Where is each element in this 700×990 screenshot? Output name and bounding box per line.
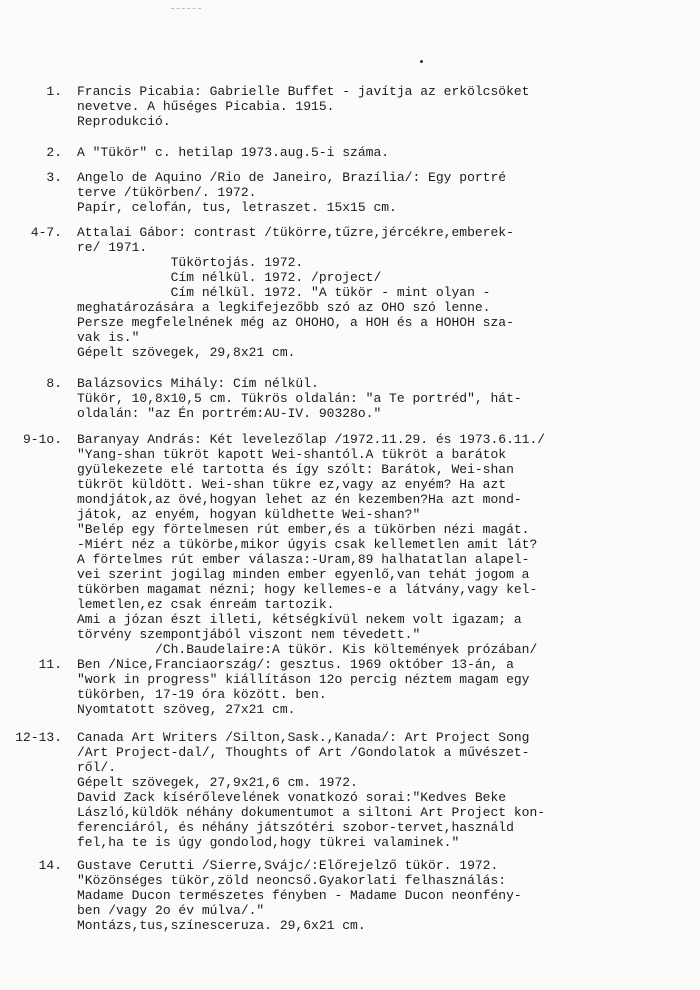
entry-line: Tükör, 10,8x10,5 cm. Tükrös oldalán: "a Te portréd", hát- xyxy=(77,391,522,406)
entry-line: David Zack kísérőlevelének vonatkozó sorai:"Kedves Beke xyxy=(77,790,507,805)
entry-line: Angelo de Aquino /Rio de Janeiro, Brazília/: Egy portré xyxy=(77,170,507,185)
entry-line: "Belép egy förtelmesen rút ember,és a tükörben nézi magát. xyxy=(77,522,530,537)
entry-line: Reprodukció. xyxy=(77,114,171,129)
entry-line: Madame Ducon természetes fényben - Madame Ducon neonfény- xyxy=(77,888,522,903)
entry-line: Persze megfelelnének még az OHOHO, a HOH és a HOHOH sza- xyxy=(77,315,514,330)
entry-number: 9-1o. xyxy=(22,432,62,447)
entry-line: mondjátok,az övé,hogyan lehet az én kezemben?Ha azt mond- xyxy=(77,492,522,507)
entry-number: 14. xyxy=(38,858,62,873)
entry-line: vei szerint jogilag minden ember egyenlő,van tehát jogom a xyxy=(77,567,530,582)
entry-line: /Art Project-dal/, Thoughts of Art /Gondolatok a művészet- xyxy=(77,745,530,760)
entry-line: tükörben magamat nézni; hogy kellemes-e a látvány,vagy kel- xyxy=(77,582,538,597)
entry-line: A förtelmes rút ember válasza:-Uram,89 halhatatlan alapel- xyxy=(77,552,530,567)
entry-text xyxy=(77,657,687,717)
entry-text xyxy=(77,225,687,360)
entry-text xyxy=(77,170,687,215)
entry-line: vak is." xyxy=(77,330,140,345)
entry-line: fel,ha te is úgy gondolod,hogy tükrei valaminek." xyxy=(77,835,460,850)
entry-line: tükröt küldött. Wei-shan tükre ez,vagy az enyém? Ha azt xyxy=(77,477,507,492)
entry-line: "Yang-shan tükröt kapott Wei-shantól.A tükröt a barátok xyxy=(77,447,507,462)
entry-number: 12-13. xyxy=(15,730,62,745)
entry-number: 8. xyxy=(46,376,62,391)
entry-line: Francis Picabia: Gabrielle Buffet - javítja az erkölcsöket xyxy=(77,84,530,99)
entry-line: ről/. xyxy=(77,760,117,775)
entry-line: -Miért néz a tükörbe,mikor úgyis csak kellemetlen amit lát? xyxy=(77,537,538,552)
entry-number: 1. xyxy=(46,84,62,99)
entry-line: lemetlen,ez csak énreám tartozik. xyxy=(77,597,335,612)
entry-line: Cím nélkül. 1972. /project/ xyxy=(77,270,382,285)
entry-line: Ben /Nice,Franciaország/: gesztus. 1969 október 13-án, a xyxy=(77,657,514,672)
entry-text xyxy=(77,376,687,421)
entry-line: Canada Art Writers /Silton,Sask.,Kanada/: Art Project Song xyxy=(77,730,530,745)
entry-number: 3. xyxy=(46,170,62,185)
entry-line: oldalán: "az Én portrém:AU-IV. 90328o." xyxy=(77,406,382,421)
entry-number: 4-7. xyxy=(30,225,62,240)
entry-line: Ami a józan észt illeti, kétségkívül nekem volt igazam; a xyxy=(77,612,522,627)
entry-line: "Közönséges tükör,zöld neoncső.Gyakorlati felhasználás: xyxy=(77,873,507,888)
entry-line: A "Tükör" c. hetilap 1973.aug.5-i száma. xyxy=(77,145,390,160)
entry-text xyxy=(77,858,687,933)
entry-line: Gépelt szövegek, 27,9x21,6 cm. 1972. xyxy=(77,775,358,790)
stray-dot xyxy=(420,60,423,63)
entry-line: gyülekezete elé tartotta és így szólt: Barátok, Wei-shan xyxy=(77,462,514,477)
entry-line: Papír, celofán, tus, letraszet. 15x15 cm. xyxy=(77,200,397,215)
entry-line: "work in progress" kiállításon 12o percig néztem magam egy xyxy=(77,672,530,687)
entry-line: ben /vagy 2o év múlva/." xyxy=(77,903,265,918)
entry-line: ferenciáról, és néhány játszótéri szobor-tervet,használd xyxy=(77,820,514,835)
entry-line: Gustave Cerutti /Sierre,Svájc/:Előrejelző tükör. 1972. xyxy=(77,858,499,873)
entry-text xyxy=(77,730,687,850)
entry-line: meghatározására a legkifejezőbb szó az OHO szó lenne. xyxy=(77,300,491,315)
entry-text xyxy=(77,145,687,160)
entry-text xyxy=(77,432,687,657)
entry-number: 2. xyxy=(46,145,62,160)
entry-line: törvény szempontjából viszont nem tévedett." xyxy=(77,627,421,642)
entry-line: Gépelt szövegek, 29,8x21 cm. xyxy=(77,345,296,360)
entry-line: László,küldök néhány dokumentumot a siltoni Art Project kon- xyxy=(77,805,546,820)
entry-line: Baranyay András: Két levelezőlap /1972.11.29. és 1973.6.11./ xyxy=(77,432,546,447)
entry-line: re/ 1971. xyxy=(77,240,148,255)
entry-line: Montázs,tus,színesceruza. 29,6x21 cm. xyxy=(77,918,366,933)
entry-number: 11. xyxy=(38,657,62,672)
entry-line: /Ch.Baudelaire:A tükör. Kis költemények prózában/ xyxy=(77,642,538,657)
entry-line: Nyomtatott szöveg, 27x21 cm. xyxy=(77,702,296,717)
entry-line: Attalai Gábor: contrast /tükörre,tűzre,jércékre,emberek- xyxy=(77,225,514,240)
entry-line: Balázsovics Mihály: Cím nélkül. xyxy=(77,376,319,391)
entry-line: Cím nélkül. 1972. "A tükör - mint olyan - xyxy=(77,285,491,300)
entry-text xyxy=(77,84,687,129)
entry-line: Tükörtojás. 1972. xyxy=(77,255,304,270)
entry-line: tükörben, 17-19 óra között. ben. xyxy=(77,687,327,702)
top-mark xyxy=(171,8,201,9)
entry-line: terve /tükörben/. 1972. xyxy=(77,185,257,200)
entry-line: nevetve. A hűséges Picabia. 1915. xyxy=(77,99,335,114)
entry-line: játok, az enyém, hogyan küldhette Wei-shan?" xyxy=(77,507,421,522)
